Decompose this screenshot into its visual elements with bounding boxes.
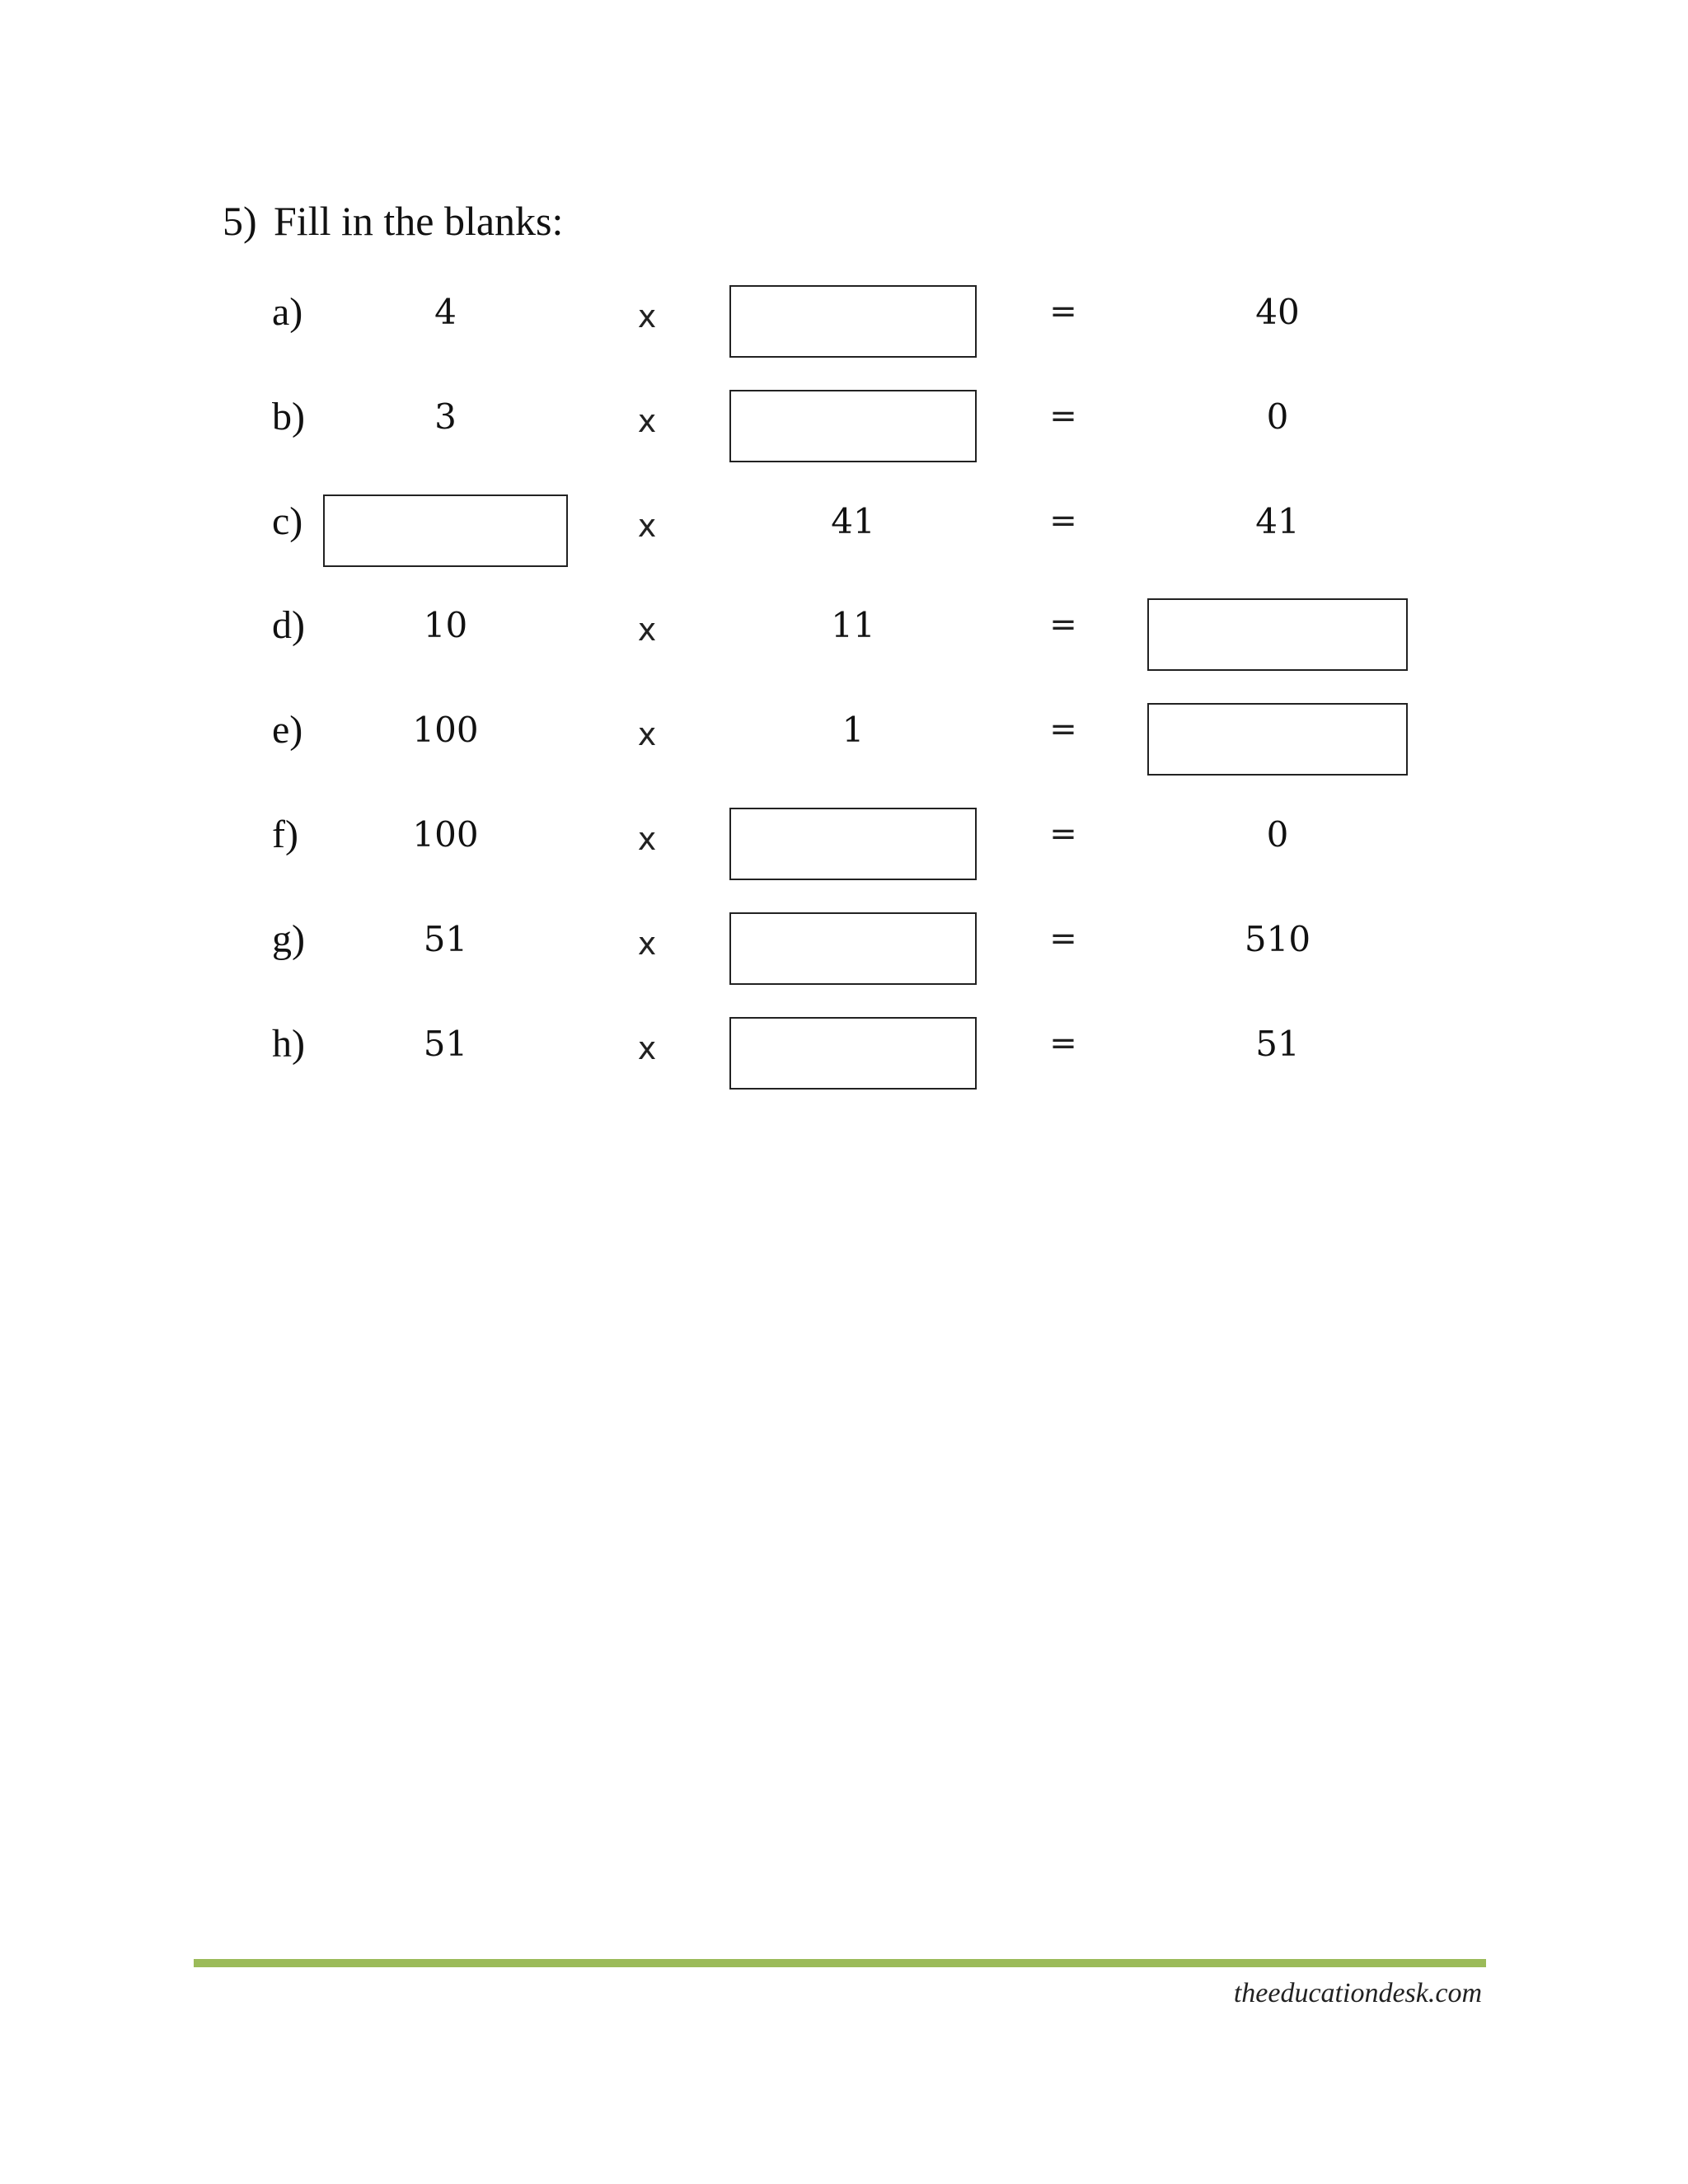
product-value <box>1147 902 1408 976</box>
answer-box[interactable] <box>729 390 977 462</box>
multiply-sign <box>614 279 680 354</box>
product-blank[interactable] <box>1147 702 1408 776</box>
number-value: 41 <box>1255 500 1300 541</box>
equals-symbol: = <box>1049 293 1077 330</box>
problem-row <box>0 484 1688 558</box>
multiply-sign <box>614 697 680 771</box>
first-factor <box>323 588 568 662</box>
multiply-sign <box>614 802 680 876</box>
problem-label: b) <box>272 394 305 438</box>
equals-sign <box>1030 902 1096 976</box>
first-factor-blank[interactable] <box>323 494 568 568</box>
problem-row <box>0 797 1688 871</box>
problem-label: f) <box>272 812 298 856</box>
equals-sign <box>1030 588 1096 662</box>
footer-divider <box>194 1959 1486 1967</box>
number-value: 51 <box>423 1023 468 1064</box>
problem-row <box>0 1006 1688 1080</box>
product-value <box>1147 379 1408 453</box>
number-value: 41 <box>831 500 875 541</box>
multiply-symbol: x <box>637 508 657 544</box>
multiply-symbol: x <box>637 298 657 335</box>
equals-sign <box>1030 379 1096 453</box>
first-factor <box>323 797 568 871</box>
second-factor <box>729 588 977 662</box>
equals-symbol: = <box>1049 920 1077 958</box>
multiply-symbol: x <box>637 821 657 857</box>
second-factor-blank[interactable] <box>729 1016 977 1090</box>
answer-box[interactable] <box>729 912 977 985</box>
number-value: 0 <box>1266 813 1289 855</box>
number-value: 51 <box>1255 1023 1300 1064</box>
number-value: 11 <box>831 604 875 645</box>
product-value <box>1147 484 1408 558</box>
question-number: 5) <box>223 198 257 244</box>
number-value: 51 <box>423 918 468 959</box>
second-factor-blank[interactable] <box>729 284 977 359</box>
equals-sign <box>1030 797 1096 871</box>
equals-symbol: = <box>1049 397 1077 435</box>
answer-box[interactable] <box>729 808 977 880</box>
answer-box[interactable] <box>729 285 977 358</box>
equals-sign <box>1030 274 1096 349</box>
first-factor <box>323 274 568 349</box>
number-value: 3 <box>434 396 457 437</box>
problem-label: c) <box>272 499 303 543</box>
equals-symbol: = <box>1049 710 1077 748</box>
problem-row <box>0 588 1688 662</box>
answer-box[interactable] <box>729 1017 977 1090</box>
second-factor-blank[interactable] <box>729 389 977 463</box>
multiply-symbol: x <box>637 403 657 439</box>
product-value <box>1147 274 1408 349</box>
second-factor <box>729 692 977 766</box>
first-factor <box>323 902 568 976</box>
equals-sign <box>1030 1006 1096 1080</box>
equals-symbol: = <box>1049 606 1077 644</box>
problem-label: h) <box>272 1021 305 1066</box>
problem-label: g) <box>272 916 305 961</box>
problem-label: e) <box>272 707 303 752</box>
multiply-sign <box>614 907 680 981</box>
multiply-sign <box>614 1011 680 1085</box>
number-value: 10 <box>423 604 468 645</box>
second-factor-blank[interactable] <box>729 807 977 881</box>
question-title: Fill in the blanks: <box>274 198 564 244</box>
number-value: 4 <box>434 291 457 332</box>
first-factor <box>323 1006 568 1080</box>
multiply-symbol: x <box>637 926 657 962</box>
problem-row <box>0 692 1688 766</box>
answer-box[interactable] <box>323 494 568 567</box>
answer-box[interactable] <box>1147 598 1408 671</box>
problem-row <box>0 902 1688 976</box>
footer-website: theeducationdesk.com <box>1233 1978 1482 2008</box>
number-value: 1 <box>842 709 865 750</box>
question-heading <box>223 196 563 246</box>
second-factor-blank[interactable] <box>729 912 977 986</box>
equals-symbol: = <box>1049 1024 1077 1062</box>
multiply-sign <box>614 489 680 563</box>
number-value: 0 <box>1266 396 1289 437</box>
equals-sign <box>1030 692 1096 766</box>
number-value: 100 <box>412 709 479 750</box>
second-factor <box>729 484 977 558</box>
multiply-symbol: x <box>637 716 657 752</box>
problem-label: a) <box>272 289 303 334</box>
equals-symbol: = <box>1049 502 1077 540</box>
product-value <box>1147 797 1408 871</box>
problem-row <box>0 379 1688 453</box>
first-factor <box>323 692 568 766</box>
equals-symbol: = <box>1049 815 1077 853</box>
product-value <box>1147 1006 1408 1080</box>
multiply-sign <box>614 384 680 458</box>
answer-box[interactable] <box>1147 703 1408 776</box>
number-value: 40 <box>1255 291 1300 332</box>
number-value: 510 <box>1244 918 1311 959</box>
problem-label: d) <box>272 602 305 647</box>
product-blank[interactable] <box>1147 598 1408 672</box>
multiply-symbol: x <box>637 612 657 648</box>
multiply-symbol: x <box>637 1030 657 1066</box>
equals-sign <box>1030 484 1096 558</box>
first-factor <box>323 379 568 453</box>
number-value: 100 <box>412 813 479 855</box>
problem-row <box>0 274 1688 349</box>
multiply-sign <box>614 593 680 667</box>
